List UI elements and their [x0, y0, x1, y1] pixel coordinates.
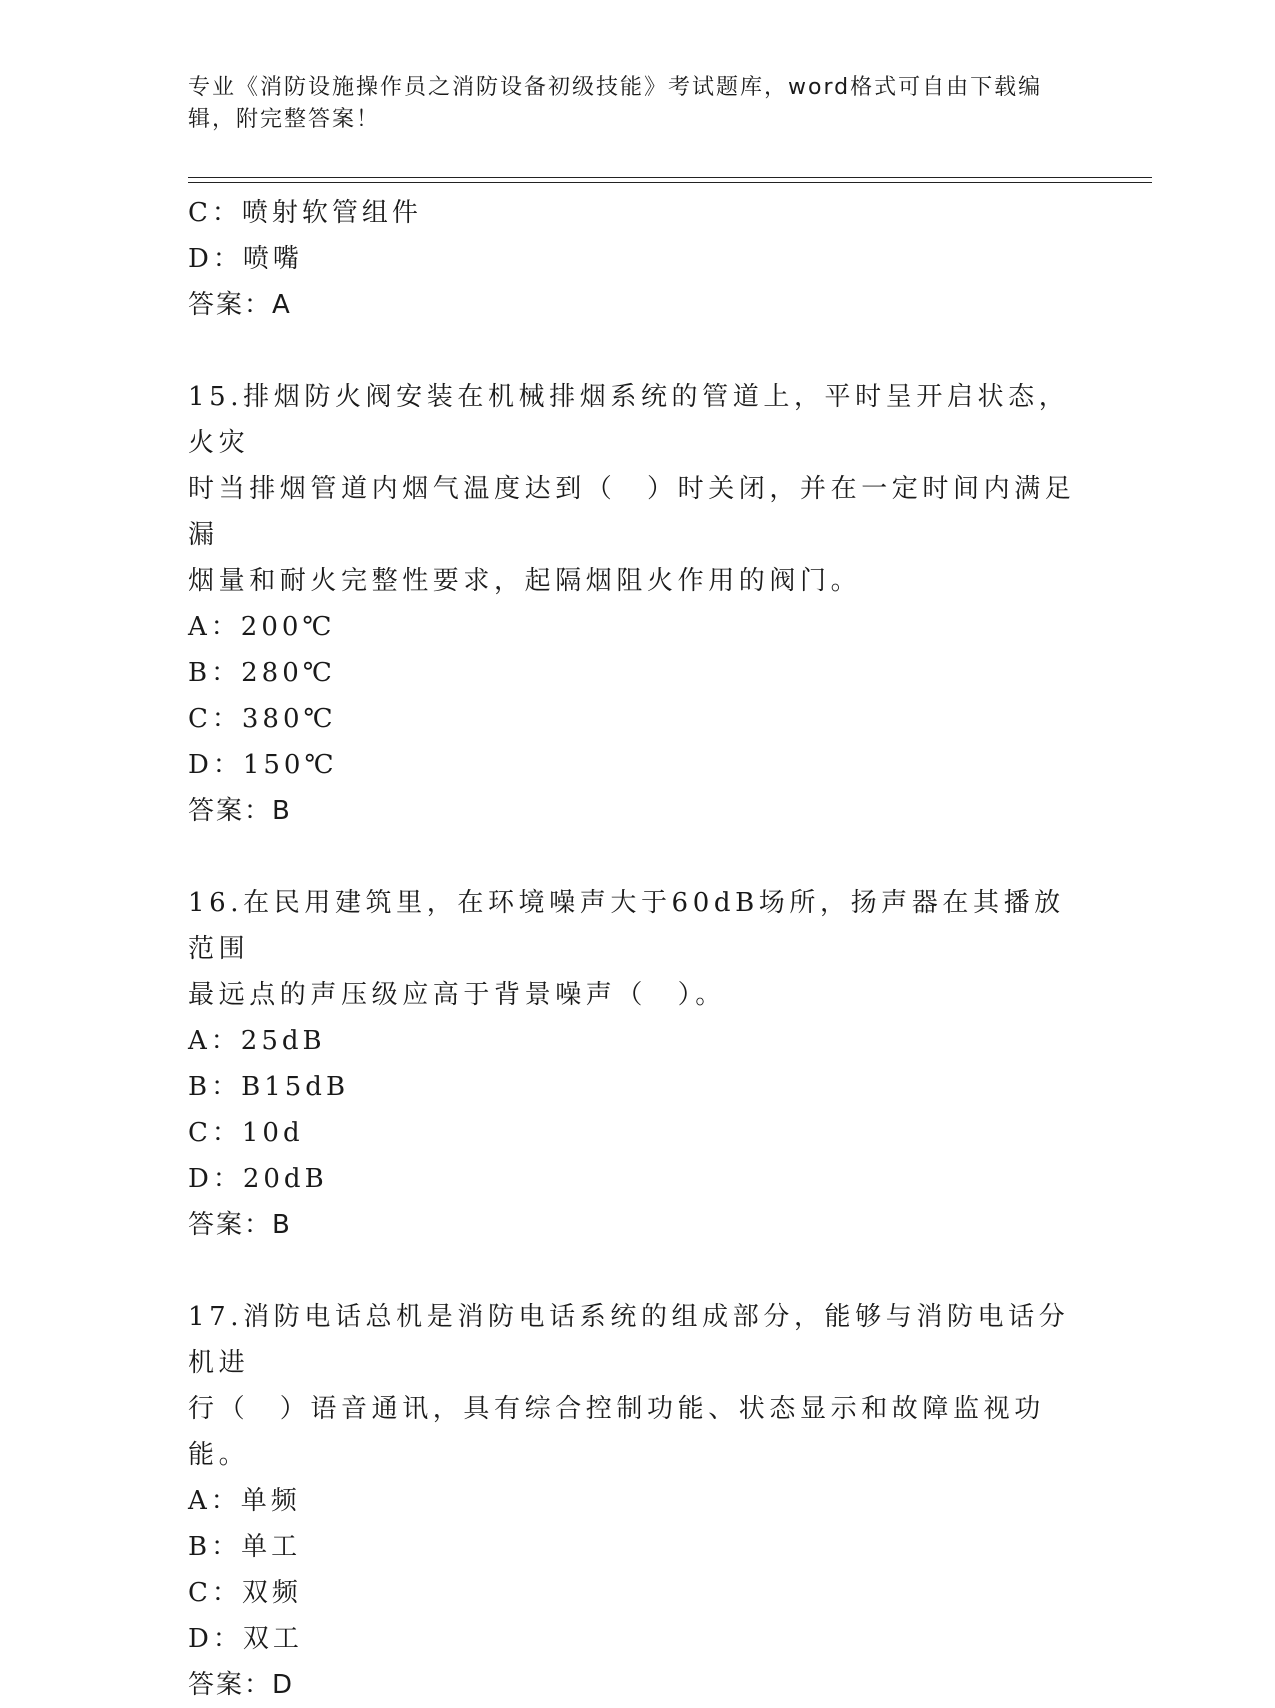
option-b: B：单工	[188, 1532, 302, 1562]
option-d: D：双工	[188, 1624, 303, 1654]
option-a: A：25dB	[188, 1026, 326, 1056]
question-text-line: 时当排烟管道内烟气温度达到（ ）时关闭，并在一定时间内满足漏	[188, 474, 1076, 550]
option-d: D：喷嘴	[188, 244, 303, 274]
option-c: C：10d	[188, 1118, 304, 1148]
question-content	[188, 190, 1088, 1708]
option-a: A：200℃	[188, 612, 336, 642]
question-15	[188, 374, 1088, 834]
document-header: 专业《消防设施操作员之消防设备初级技能》考试题库，word格式可自由下载编辑，附完整答案！	[188, 75, 1043, 132]
answer-line: 答案：D	[188, 1670, 295, 1700]
option-a: A：单频	[188, 1486, 301, 1516]
option-c: C：双频	[188, 1578, 302, 1608]
question-16	[188, 880, 1088, 1248]
question-text-line: 烟量和耐火完整性要求，起隔烟阻火作用的阀门。	[188, 566, 862, 596]
answer-line: 答案：A	[188, 290, 292, 320]
option-b: B：B15dB	[188, 1072, 350, 1102]
option-d: D：150℃	[188, 750, 338, 780]
question-text-line: 16.在民用建筑里，在环境噪声大于60dB场所，扬声器在其播放范围	[188, 888, 1065, 964]
option-c: C：喷射软管组件	[188, 198, 422, 228]
header-divider-bottom	[188, 182, 1152, 183]
partial-question	[188, 190, 1088, 328]
answer-line: 答案：B	[188, 796, 292, 826]
option-b: B：280℃	[188, 658, 336, 688]
question-17	[188, 1294, 1088, 1708]
question-text-line: 最远点的声压级应高于背景噪声（ ）。	[188, 980, 726, 1010]
option-d: D：20dB	[188, 1164, 328, 1194]
option-c: C：380℃	[188, 704, 337, 734]
answer-line: 答案：B	[188, 1210, 292, 1240]
header-divider-top	[188, 177, 1152, 178]
question-text-line: 15.排烟防火阀安装在机械排烟系统的管道上，平时呈开启状态，火灾	[188, 382, 1070, 458]
question-text-line: 17.消防电话总机是消防电话系统的组成部分，能够与消防电话分机进	[188, 1302, 1070, 1378]
question-text-line: 行（ ）语音通讯，具有综合控制功能、状态显示和故障监视功能。	[188, 1394, 1045, 1470]
